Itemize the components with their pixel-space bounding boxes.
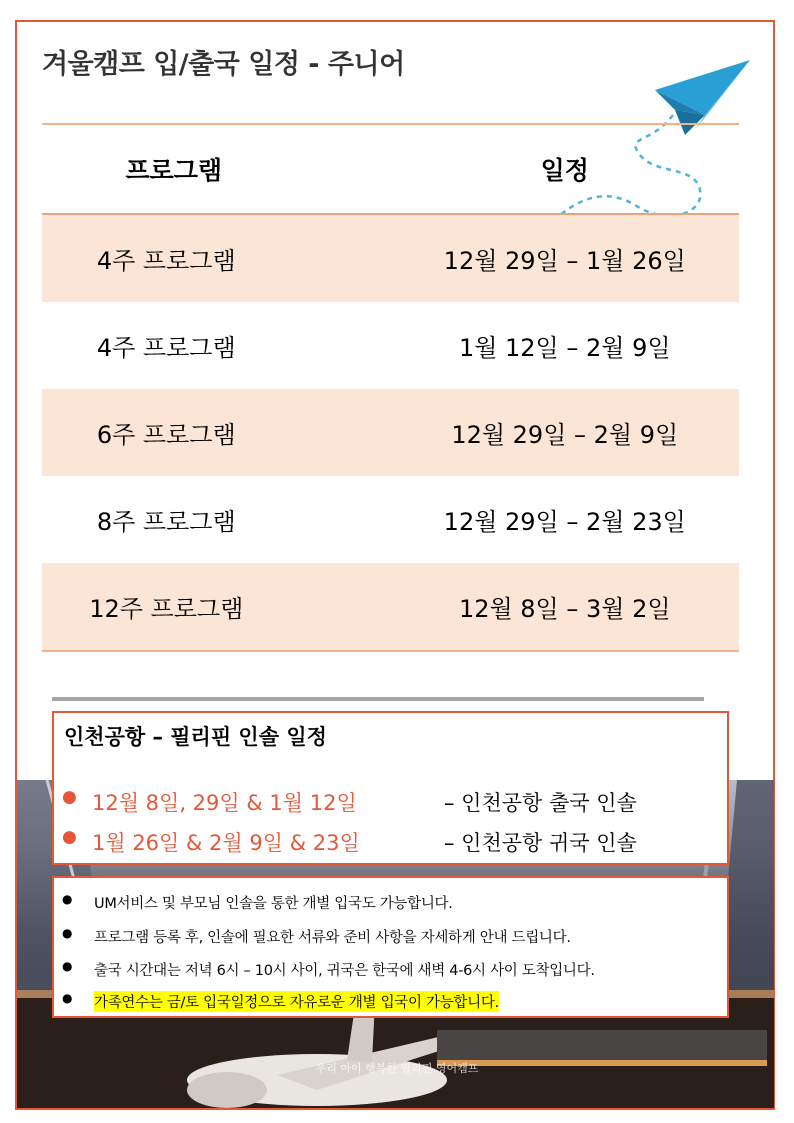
table-row [42, 302, 739, 389]
page-title: 겨울캠프 입/출국 일정 - 주니어 [42, 49, 405, 80]
dates-cell: 12월 8일 – 3월 2일 [458, 595, 671, 623]
section-divider [52, 697, 704, 701]
list-item [62, 892, 453, 913]
dates-cell: 12월 29일 – 2월 9일 [451, 421, 679, 449]
list-item [62, 827, 637, 857]
table-row [42, 563, 739, 650]
program-cell: 4주 프로그램 [96, 247, 236, 275]
table-row [42, 215, 739, 302]
footer-caption: 우리 아이 행복한 필리핀 영어캠프 [315, 1062, 479, 1075]
bullet-icon: ● [62, 959, 73, 973]
notes-box [52, 876, 729, 1018]
table-header [42, 125, 739, 215]
escort-desc: – 인천공항 출국 인솔 [444, 791, 637, 815]
note-text: 출국 시간대는 저녁 6시 – 10시 사이, 귀국은 한국에 새벽 4-6시 사이 도착입니다. [94, 963, 595, 979]
table-row [42, 476, 739, 563]
escort-heading: 인천공항 – 필리핀 인솔 일정 [64, 725, 327, 749]
dates-cell: 12월 29일 – 2월 23일 [443, 508, 686, 536]
program-cell: 12주 프로그램 [89, 595, 244, 623]
schedule-table [42, 123, 739, 652]
program-cell: 6주 프로그램 [96, 421, 236, 449]
program-cell: 8주 프로그램 [96, 508, 236, 536]
program-cell: 4주 프로그램 [96, 334, 236, 362]
dates-cell: 12월 29일 – 1월 26일 [443, 247, 686, 275]
note-text-highlighted: 가족연수는 금/토 입국일정으로 자유로운 개별 입국이 가능합니다. [94, 991, 499, 1012]
escort-dates: 1월 26일 & 2월 9일 & 23일 [92, 831, 360, 855]
list-item [62, 787, 637, 817]
list-item [62, 991, 499, 1012]
header-program: 프로그램 [125, 156, 223, 185]
header-dates: 일정 [540, 156, 589, 185]
table-bottom-rule [42, 650, 739, 652]
note-text: UM서비스 및 부모님 인솔을 통한 개별 입국도 가능합니다. [94, 896, 453, 912]
bullet-icon: ● [62, 926, 73, 940]
escort-dates: 12월 8일, 29일 & 1월 12일 [92, 791, 357, 815]
list-item [62, 926, 571, 947]
escort-schedule-box [52, 711, 729, 865]
escort-desc: – 인천공항 귀국 인솔 [444, 831, 637, 855]
table-row [42, 389, 739, 476]
bullet-icon: ● [62, 787, 77, 807]
bullet-icon: ● [62, 827, 77, 847]
bullet-icon: ● [62, 991, 73, 1005]
list-item [62, 959, 595, 980]
note-text: 프로그램 등록 후, 인솔에 필요한 서류와 준비 사항을 자세하게 안내 드립니다. [94, 930, 571, 946]
dates-cell: 1월 12일 – 2월 9일 [458, 334, 671, 362]
bullet-icon: ● [62, 892, 73, 906]
